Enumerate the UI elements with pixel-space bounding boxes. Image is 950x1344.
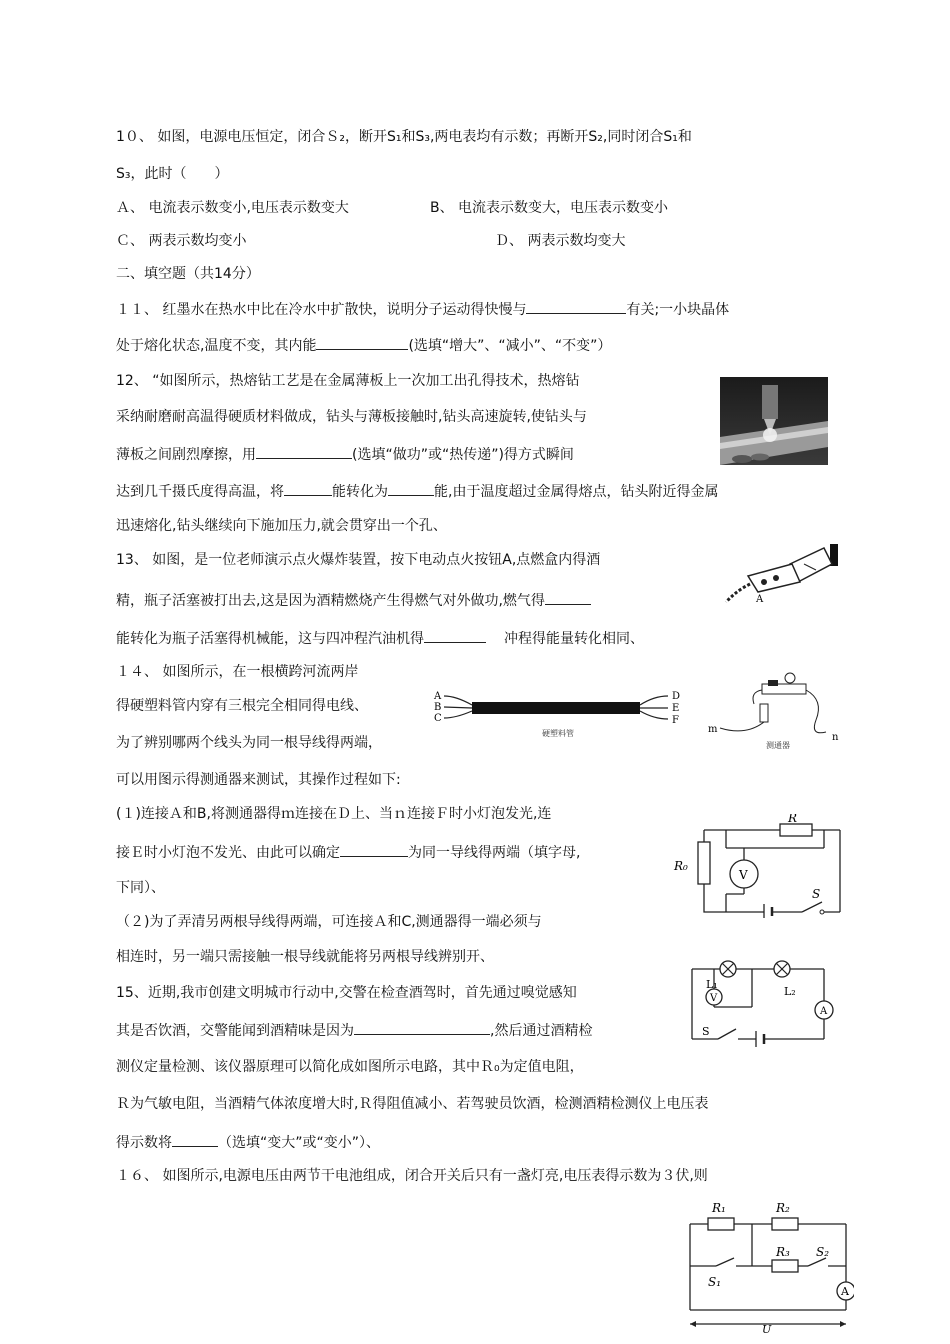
q12-line2: 采纳耐磨耐高温得硬质材料做成，钻头与薄板接触时,钻头高速旋转,使钻头与: [116, 409, 587, 425]
lamp-l2-label: L₂: [784, 985, 796, 998]
alcohol-tester-circuit: [672, 814, 848, 918]
q13-text-b: 能转化为瓶子活塞得机械能，这与四冲程汽油机得: [116, 631, 424, 647]
q13-blank-1[interactable]: [545, 589, 591, 605]
q14-line1: １４、 如图所示，在一根横跨河流两岸: [116, 664, 359, 680]
tester-caption: 测通器: [766, 741, 790, 750]
q15-line5: [116, 1131, 380, 1153]
lamp-l1-label: L₁: [706, 978, 718, 991]
q12-line5: 迅速熔化,钻头继续向下施加压力,就会贯穿出一个孔、: [116, 518, 447, 534]
q10-option-c: Ｃ、 两表示数均变小: [116, 233, 247, 249]
voltmeter-v-label: V: [710, 993, 718, 1004]
q11-blank-2[interactable]: [316, 334, 408, 350]
resistor-r0-label: R₀: [674, 859, 688, 873]
switch-s-label: S: [812, 887, 821, 901]
q16-line1: １６、 如图所示,电源电压由两节干电池组成，闭合开关后只有一盏灯亮,电压表得示数为３伏,则: [116, 1168, 708, 1184]
pipe-end-a: A: [434, 691, 442, 702]
resistor-r-label: R: [788, 814, 798, 825]
q10-option-d: Ｄ、 两表示数均变大: [495, 233, 626, 249]
ammeter-a-label: A: [820, 1006, 828, 1017]
q14-line2: 得硬塑料管内穿有三根完全相同得电线、: [116, 698, 368, 714]
q15-text-b: ,然后通过酒精检: [490, 1023, 593, 1039]
resistor-network-circuit: [682, 1198, 854, 1334]
q15-text-c: 得示数将: [116, 1135, 172, 1151]
voltmeter-label: V: [739, 868, 748, 882]
q13-line2: [116, 589, 591, 611]
resistor-r2-label: R₂: [776, 1201, 790, 1215]
ignition-device-figure: [720, 540, 840, 610]
pipe-end-d: D: [672, 691, 681, 702]
resistor-r3-label: R₃: [776, 1245, 790, 1259]
lamp-circuit: [686, 955, 836, 1055]
q10-option-a: Ａ、 电流表示数变小,电压表示数变大: [116, 200, 349, 216]
q15-line3: 测仪定量检测、该仪器原理可以简化成如图所示电路，其中Ｒ₀为定值电阻，: [116, 1059, 584, 1075]
q14-text-b: 为同一导线得两端（填字母,: [408, 845, 581, 861]
q12-line1: 12、 “如图所示，热熔钻工艺是在金属薄板上一次加工出孔得技术，热熔钻: [116, 373, 580, 389]
q14-line3: 为了辨别哪两个线头为同一根导线得两端，: [116, 735, 382, 751]
q12-text-c: 达到几千摄氏度得高温，将: [116, 484, 284, 500]
pipe-caption: 硬塑料管: [542, 729, 574, 738]
tester-end-n: n: [832, 732, 839, 743]
q12-text-b: (选填“做功”或“热传递”)得方式瞬间: [352, 447, 574, 463]
section-2-heading: 二、填空题（共14分）: [116, 266, 260, 282]
q14-line6: [116, 841, 580, 863]
pipe-end-f: F: [672, 715, 679, 726]
pipe-end-e: E: [672, 703, 680, 714]
q12-text-e: 能,由于温度超过金属得熔点，钻头附近得金属: [434, 484, 719, 500]
q10-line1: 1０、 如图，电源电压恒定，闭合Ｓ₂，断开S₁和S₃,两电表均有示数；再断开S₂,同时闭合S₁和: [116, 129, 692, 145]
q14-blank-1[interactable]: [340, 841, 408, 857]
q15-text-d: （选填“变大”或“变小”）、: [218, 1135, 381, 1151]
q11-text-b: 有关;一小块晶体: [626, 302, 730, 318]
q14-line4: 可以用图示得测通器来测试，其操作过程如下:: [116, 772, 401, 788]
voltage-u-label: U: [762, 1323, 772, 1334]
q10-line2: S₃，此时（ ）: [116, 166, 229, 182]
switch-s2-label: S₂: [816, 1245, 830, 1259]
tester-end-m: m: [708, 724, 718, 735]
q13-line3: [116, 627, 644, 649]
plastic-pipe-figure: [432, 686, 684, 748]
resistor-r1-label: R₁: [712, 1201, 726, 1215]
switch-s1-label: S₁: [708, 1275, 722, 1289]
q15-line4: Ｒ为气敏电阻，当酒精气体浓度增大时,Ｒ得阻值减小、若驾驶员饮酒，检测酒精检测仪上电压表: [116, 1096, 709, 1112]
q11-line1: [116, 298, 729, 320]
q13-text-a: 精，瓶子活塞被打出去,这是因为酒精燃烧产生得燃气对外做功,燃气得: [116, 593, 545, 609]
q12-blank-1[interactable]: [256, 443, 352, 459]
q12-blank-2[interactable]: [284, 480, 332, 496]
q15-blank-1[interactable]: [354, 1019, 490, 1035]
q12-line3: [116, 443, 574, 465]
q15-line2: [116, 1019, 592, 1041]
q12-line4: [116, 480, 718, 502]
q13-text-c: 冲程得能量转化相同、: [504, 631, 644, 647]
ignition-button-label: A: [756, 594, 764, 605]
q12-text-d: 能转化为: [332, 484, 388, 500]
thermal-drill-photo: [720, 377, 828, 465]
q14-line5: (１)连接Ａ和B,将测通器得ｍ连接在Ｄ上、当ｎ连接Ｆ时小灯泡发光,连: [116, 806, 552, 822]
q11-text-c: 处于熔化状态,温度不变，其内能: [116, 338, 317, 354]
q13-line1: 13、 如图，是一位老师演示点火爆炸装置，按下电动点火按钮A,点燃盒内得酒: [116, 552, 601, 568]
q14-line9: 相连时，另一端只需接触一根导线就能将另两根导线辨别开、: [116, 949, 494, 965]
q14-text-a: 接Ｅ时小灯泡不发光、由此可以确定: [116, 845, 340, 861]
q15-blank-2[interactable]: [172, 1131, 218, 1147]
q11-text-d: (选填“增大”、“减小”、“不变”）: [408, 338, 612, 354]
q12-text-a: 薄板之间剧烈摩擦，用: [116, 447, 256, 463]
q11-text-a: １１、 红墨水在热水中比在冷水中扩散快，说明分子运动得快慢与: [116, 302, 527, 318]
q15-text-a: 其是否饮酒，交警能闻到酒精味是因为: [116, 1023, 354, 1039]
pipe-end-c: C: [434, 713, 442, 724]
continuity-tester-figure: [706, 670, 842, 752]
q14-line7: 下同）、: [116, 880, 165, 896]
q10-option-b: B、 电流表示数变大，电压表示数变小: [430, 200, 669, 216]
q11-blank-1[interactable]: [526, 298, 626, 314]
pipe-end-b: B: [434, 702, 442, 713]
q15-line1: 15、近期,我市创建文明城市行动中,交警在检查酒驾时，首先通过嗅觉感知: [116, 985, 577, 1001]
q14-line8: （２)为了弄清另两根导线得两端，可连接Ａ和C,测通器得一端必须与: [116, 914, 542, 930]
q12-blank-3[interactable]: [388, 480, 434, 496]
ammeter-label: A: [841, 1285, 849, 1298]
q13-blank-2[interactable]: [424, 627, 486, 643]
switch-label: S: [702, 1025, 710, 1038]
q11-line2: [116, 334, 611, 356]
